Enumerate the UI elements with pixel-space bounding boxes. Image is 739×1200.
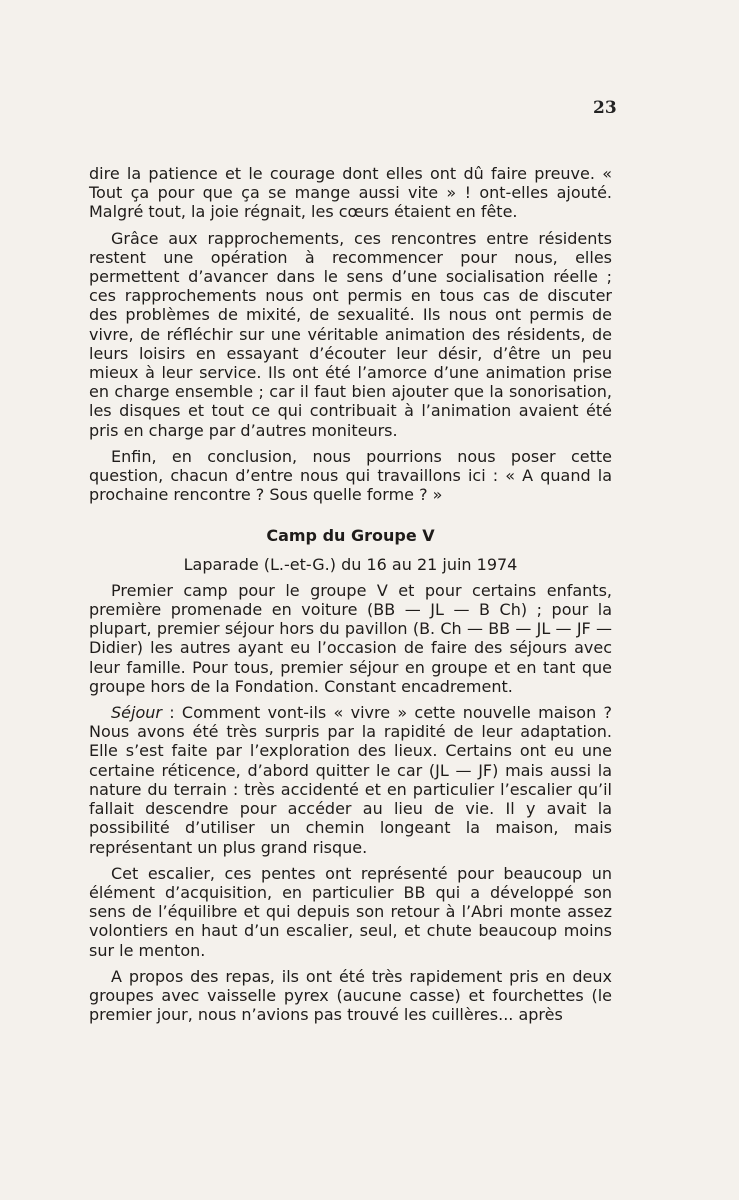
- page-number: 23: [593, 98, 617, 118]
- paragraph-premier-camp: Premier camp pour le groupe V et pour certains enfants, première promenade en voiture (BB — JL — B Ch) ; pour la plupart, premier séjour hors du pavillon (B. Ch — BB — JL — JF — Didier) les autres ayant eu l’occasion de faire des séjours avec leur famille. Pour tous, premier séjour en groupe et en tant que groupe hors de la Fondation. Constant encadrement.: [89, 580, 612, 696]
- paragraph-patience: dire la patience et le courage dont elles ont dû faire preuve. « Tout ça pour que ça se mange aussi vite » ! ont-elles ajouté. Malgré tout, la joie régnait, les cœurs étaient en fête.: [89, 164, 612, 222]
- section-subtitle: Laparade (L.-et-G.) du 16 au 21 juin 1974: [183, 554, 518, 574]
- page-body: [89, 164, 612, 1031]
- paragraph-escalier: Cet escalier, ces pentes ont représenté pour beaucoup un élément d’acquisition, en particulier BB qui a développé son sens de l’équilibre et qui depuis son retour à l’Abri monte assez volontiers en haut d’un escalier, seul, et chute beaucoup moins sur le menton.: [89, 863, 612, 960]
- section-title: Camp du Groupe V: [266, 526, 435, 546]
- paragraph-repas: A propos des repas, ils ont été très rapidement pris en deux groupes avec vaisselle pyrex (aucune casse) et fourchettes (le premier jour, nous n’avions pas trouvé les cuillères... après: [89, 966, 612, 1025]
- paragraph-sejour: [89, 703, 612, 857]
- sejour-lead: Séjour: [111, 703, 162, 723]
- paragraph-rapprochements: Grâce aux rapprochements, ces rencontres entre résidents restent une opération à recommencer pour nous, elles permettent d’avancer dans le sens d’une socialisation réelle ; ces rapprochements nous ont permis en tous cas de discuter des problèmes de mixité, de sexualité. Ils nous ont permis de vivre, de réfléchir sur une véritable animation des résidents, de leurs loisirs en essayant d’écouter leur désir, d’être un peu mieux à leur service. Ils ont été l’amorce d’une animation prise en charge ensemble ; car il faut bien ajouter que la sonorisation, les disques et tout ce qui contribuait à l’animation avaient été pris en charge par d’autres moniteurs.: [89, 228, 612, 440]
- paragraph-conclusion: Enfin, en conclusion, nous pourrions nous poser cette question, chacun d’entre nous qui travaillons ici : « A quand la prochaine rencontre ? Sous quelle forme ? »: [89, 446, 612, 505]
- sejour-text: : Comment vont-ils « vivre » cette nouvelle maison ? Nous avons été très surpris par la rapidité de leur adaptation. Elle s’est faite par l’exploration des lieux. Certains ont eu une certaine réticence, d’abord quitter le car (JL — JF) mais aussi la nature du terrain : très accidenté et en particulier l’escalier qu’il fallait descendre pour accéder au lieu de vie. Il y avait la possibilité d’utiliser un chemin longeant la maison, mais représentant un plus grand risque.: [89, 703, 612, 857]
